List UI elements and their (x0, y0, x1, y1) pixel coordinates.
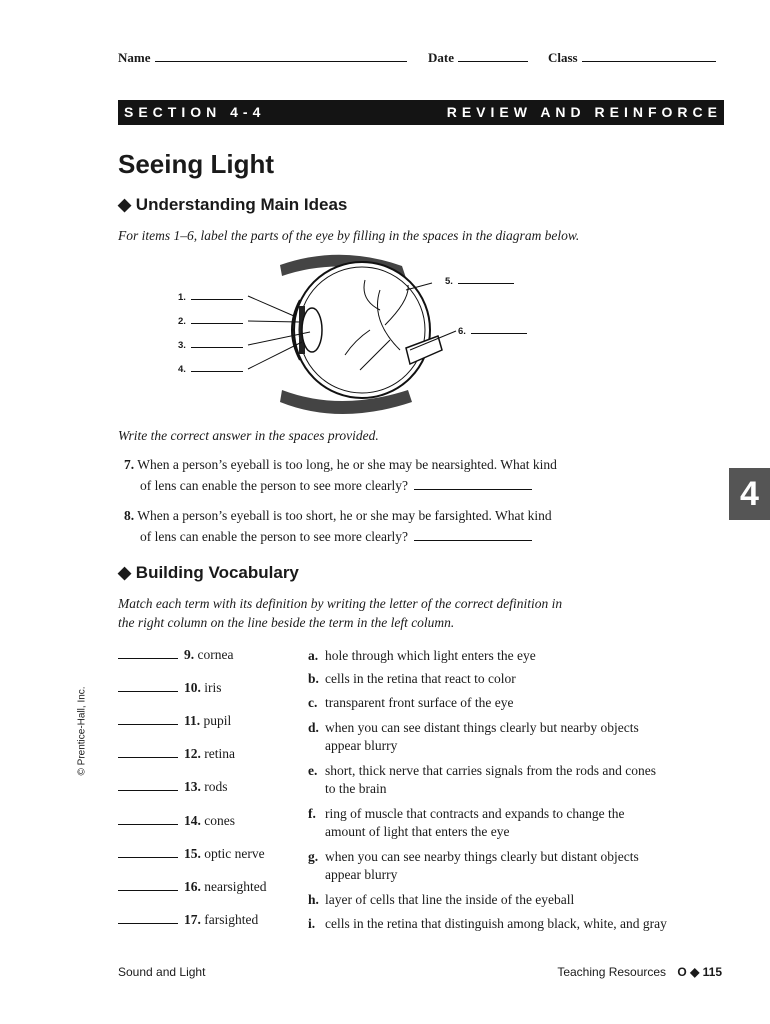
answer-blank-1[interactable] (191, 289, 243, 300)
diamond-icon: ◆ (118, 563, 136, 582)
vocab-instruction-line1: Match each term with its definition by writing the letter of the correct definition in (118, 596, 563, 611)
question-8-number: 8. (124, 508, 135, 523)
date-line[interactable] (458, 51, 528, 62)
definition-item: g. when you can see nearby things clearly but distant objects appear blurry (308, 849, 639, 882)
term-row: 11. pupil (118, 713, 231, 729)
question-8-answer-line[interactable] (414, 530, 532, 541)
review-label: REVIEW AND REINFORCE (446, 104, 722, 120)
answer-blank-6[interactable] (471, 323, 527, 334)
diagram-label-5: 5. (445, 273, 514, 287)
name-label: Name (118, 50, 151, 65)
question-7 (124, 454, 644, 496)
copyright-text: © Prentice-Hall, Inc. (76, 686, 88, 776)
vocab-instruction-line2: the right column on the line beside the term in the left column. (118, 615, 455, 630)
term-row: 14. cones (118, 813, 235, 829)
term-row: 9. cornea (118, 647, 233, 663)
definition-item: a. hole through which light enters the eye (308, 648, 536, 663)
definition-item: f. ring of muscle that contracts and expands to change the amount of light that enters the eye (308, 806, 625, 839)
term-answer-line[interactable] (118, 650, 178, 659)
answer-blank-4[interactable] (191, 361, 243, 372)
term-text: iris (204, 680, 222, 695)
term-text: cones (204, 813, 235, 828)
term-answer-line[interactable] (118, 683, 178, 692)
vocab-heading-text: Building Vocabulary (135, 563, 299, 582)
diagram-label-6: 6. (458, 323, 527, 337)
answer-blank-3[interactable] (191, 337, 243, 348)
vocab-heading (118, 563, 299, 583)
pointer-line-1 (248, 296, 294, 316)
diagram-label-4: 4. (178, 361, 243, 375)
diagram-instruction: For items 1–6, label the parts of the eye by filling in the spaces in the diagram below. (118, 228, 580, 243)
question-7-number: 7. (124, 457, 135, 472)
term-text: farsighted (204, 912, 259, 927)
term-text: cornea (197, 647, 234, 662)
term-text: pupil (203, 713, 232, 728)
term-text: retina (204, 746, 235, 761)
term-answer-line[interactable] (118, 782, 178, 791)
class-line[interactable] (582, 51, 716, 62)
term-answer-line[interactable] (118, 749, 178, 758)
main-ideas-heading (118, 195, 347, 215)
page-title: Seeing Light (118, 149, 274, 179)
question-8-line1: When a person’s eyeball is too short, he or she may be farsighted. What kind (137, 508, 552, 523)
answer-blank-5[interactable] (458, 273, 514, 284)
pointer-line-4 (248, 342, 302, 369)
term-answer-line[interactable] (118, 849, 178, 858)
date-label: Date (428, 50, 454, 65)
class-field (548, 50, 716, 66)
term-row: 15. optic nerve (118, 846, 265, 862)
question-8 (124, 505, 644, 547)
term-row: 13. rods (118, 779, 228, 795)
term-answer-line[interactable] (118, 915, 178, 924)
section-label: SECTION 4-4 (124, 104, 266, 120)
question-7-line1: When a person’s eyeball is too long, he or she may be nearsighted. What kind (137, 457, 557, 472)
date-field (428, 50, 528, 66)
question-7-answer-line[interactable] (414, 479, 532, 490)
diamond-icon: ◆ (118, 195, 136, 214)
chapter-tab: 4 (729, 468, 770, 520)
page-number: O ◆ 115 (677, 965, 722, 979)
term-text: nearsighted (204, 879, 267, 894)
term-row: 12. retina (118, 746, 235, 762)
definition-item: c. transparent front surface of the eye (308, 695, 514, 710)
term-text: rods (204, 779, 228, 794)
copyright-notice (72, 660, 92, 780)
lens (302, 308, 322, 352)
question-8-line2: of lens can enable the person to see more clearly? (140, 529, 409, 544)
definition-item: e. short, thick nerve that carries signals from the rods and cones to the brain (308, 763, 657, 796)
question-7-line2: of lens can enable the person to see more clearly? (140, 478, 409, 493)
footer-chapter: Sound and Light (118, 965, 206, 979)
term-row: 17. farsighted (118, 912, 258, 928)
footer-page-info (557, 965, 722, 979)
footer-resource: Teaching Resources (557, 965, 667, 979)
diagram-label-1: 1. (178, 289, 243, 303)
class-label: Class (548, 50, 578, 65)
write-instruction: Write the correct answer in the spaces provided. (118, 428, 379, 443)
diagram-label-2: 2. (178, 313, 243, 327)
term-answer-line[interactable] (118, 716, 178, 725)
term-row: 16. nearsighted (118, 879, 266, 895)
definition-item: b. cells in the retina that react to color (308, 671, 516, 686)
diagram-label-3: 3. (178, 337, 243, 351)
main-ideas-heading-text: Understanding Main Ideas (135, 195, 348, 214)
term-text: optic nerve (204, 846, 265, 861)
term-answer-line[interactable] (118, 816, 178, 825)
definition-item: h. layer of cells that line the inside of the eyeball (308, 892, 575, 907)
name-line[interactable] (155, 51, 407, 62)
term-answer-line[interactable] (118, 882, 178, 891)
name-field (118, 50, 407, 66)
definition-item: i. cells in the retina that distinguish among black, white, and gray (308, 916, 667, 931)
section-bar (118, 100, 724, 125)
answer-blank-2[interactable] (191, 313, 243, 324)
vocab-instruction (118, 594, 562, 632)
term-row: 10. iris (118, 680, 222, 696)
definition-item: d. when you can see distant things clearly but nearby objects appear blurry (308, 720, 639, 753)
